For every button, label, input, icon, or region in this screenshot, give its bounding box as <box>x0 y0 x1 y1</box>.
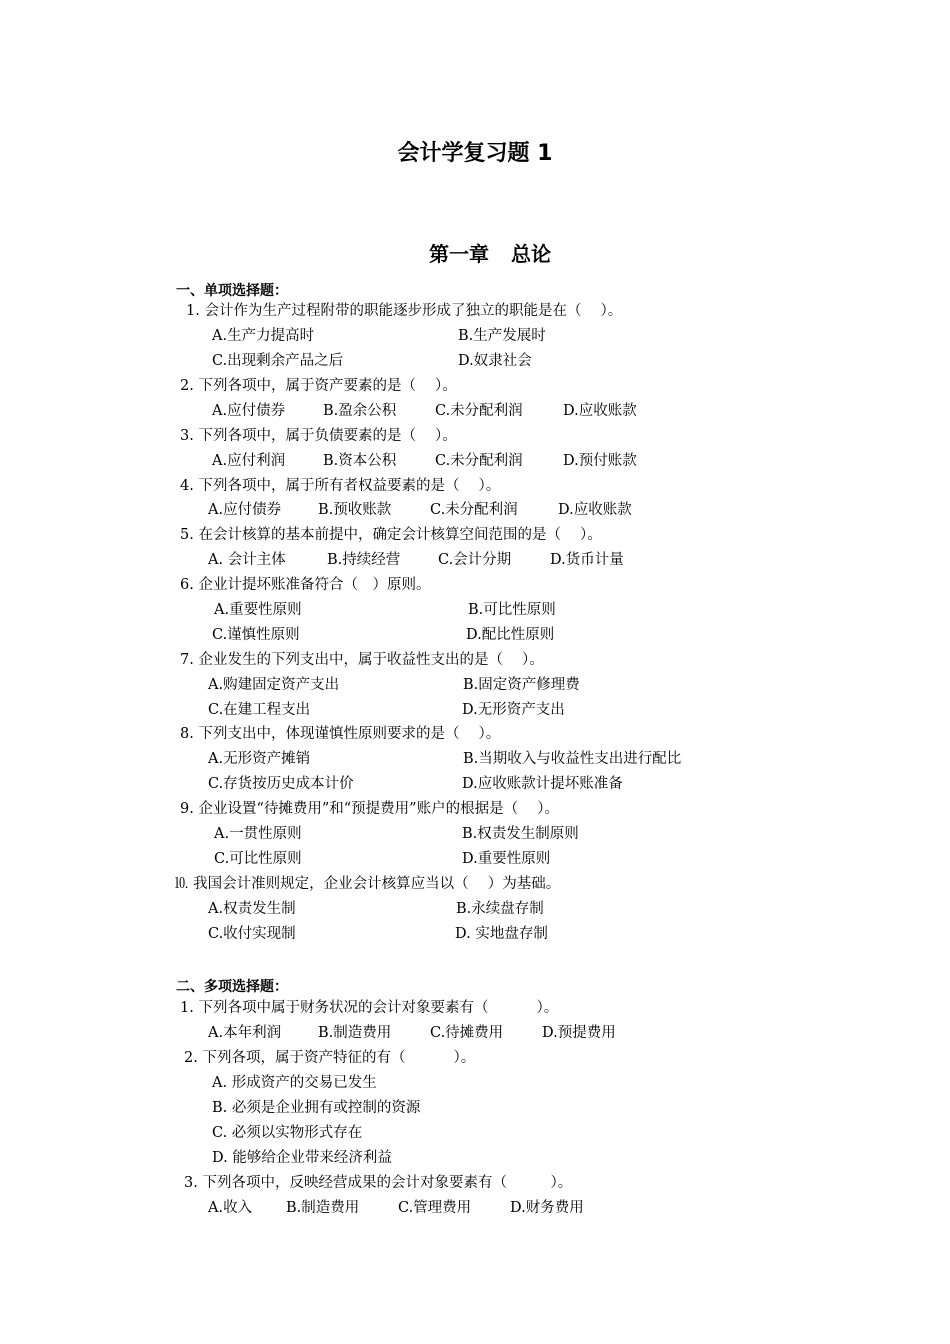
question-stem: 8. 下列支出中，体现谨慎性原则要求的是（ ）。 <box>180 726 501 742</box>
question-option: B.固定资产修理费 <box>463 677 580 693</box>
document-title: 会计学复习题 1 <box>397 141 553 166</box>
question-stem: 3. 下列各项中，属于负债要素的是（ ）。 <box>180 428 457 444</box>
question-option: C.存货按历史成本计价 <box>208 776 354 792</box>
question-option: A.收入 <box>208 1200 253 1216</box>
question-option: D. 实地盘存制 <box>455 926 548 942</box>
question-option: B.资本公积 <box>323 453 397 469</box>
question-option: A.本年利润 <box>208 1025 282 1041</box>
question-option: B.制造费用 <box>286 1200 360 1216</box>
question-option: A.购建固定资产支出 <box>208 677 340 693</box>
question-option: C.可比性原则 <box>214 851 302 867</box>
question-stem: 1. 会计作为生产过程附带的职能逐步形成了独立的职能是在（ ）。 <box>186 303 623 319</box>
question-option: B.盈余公积 <box>323 403 397 419</box>
question-option: D.无形资产支出 <box>462 702 565 718</box>
question-option: D.财务费用 <box>510 1200 584 1216</box>
question-option: A. 会计主体 <box>208 552 286 568</box>
question-option: A.无形资产摊销 <box>208 751 311 767</box>
question-stem: ⒑ 我国会计准则规定，企业会计核算应当以（ ）为基础。 <box>174 876 561 892</box>
question-option: B.生产发展时 <box>458 328 546 344</box>
question-stem: 6. 企业计提坏账准备符合（ ）原则。 <box>180 577 431 593</box>
question-option: A.一贯性原则 <box>214 826 302 842</box>
question-option: D.奴隶社会 <box>458 353 532 369</box>
question-option: B.可比性原则 <box>468 602 556 618</box>
question-option: C.未分配利润 <box>435 453 523 469</box>
question-option: A.应付债券 <box>212 403 286 419</box>
question-option: D.重要性原则 <box>462 851 551 867</box>
question-option: C.收付实现制 <box>208 926 296 942</box>
question-option: A.应付债券 <box>208 502 282 518</box>
question-stem: 4. 下列各项中，属于所有者权益要素的是（ ）。 <box>180 478 501 494</box>
question-option: D. 能够给企业带来经济利益 <box>212 1150 392 1166</box>
question-option: D.应收账款 <box>563 403 637 419</box>
question-stem: 3. 下列各项中，反映经营成果的会计对象要素有（ ）。 <box>184 1175 573 1191</box>
chapter-number: 第一章 <box>429 242 489 266</box>
question-option: D.预提费用 <box>542 1025 616 1041</box>
section-heading-single-choice: 一、单项选择题： <box>176 283 288 299</box>
question-stem: 2. 下列各项，属于资产特征的有（ ）。 <box>184 1050 476 1066</box>
question-stem: 7. 企业发生的下列支出中，属于收益性支出的是（ ）。 <box>180 652 544 668</box>
question-option: B.制造费用 <box>318 1025 392 1041</box>
question-option: B. 必须是企业拥有或控制的资源 <box>212 1100 421 1116</box>
question-option: B.权责发生制原则 <box>462 826 579 842</box>
question-option: A. 形成资产的交易已发生 <box>212 1075 377 1091</box>
question-option: D.货币计量 <box>550 552 624 568</box>
question-option: C.会计分期 <box>438 552 512 568</box>
question-option: B.持续经营 <box>327 552 401 568</box>
question-option: C.出现剩余产品之后 <box>212 353 344 369</box>
question-stem: 2. 下列各项中，属于资产要素的是（ ）。 <box>180 378 457 394</box>
question-stem: 1. 下列各项中属于财务状况的会计对象要素有（ ）。 <box>180 1000 559 1016</box>
question-option: B.当期收入与收益性支出进行配比 <box>463 751 682 767</box>
question-option: A.生产力提高时 <box>212 328 315 344</box>
question-option: C.谨慎性原则 <box>212 627 300 643</box>
chapter-heading <box>0 238 950 267</box>
question-option: C.待摊费用 <box>430 1025 504 1041</box>
question-option: C.在建工程支出 <box>208 702 311 718</box>
question-stem: 9. 企业设置“待摊费用”和“预提费用”账户的根据是（ ）。 <box>180 801 559 817</box>
question-option: C.管理费用 <box>398 1200 472 1216</box>
question-option: A.权责发生制 <box>208 901 296 917</box>
question-option: A.应付利润 <box>212 453 286 469</box>
question-option: A.重要性原则 <box>214 602 302 618</box>
chapter-name: 总论 <box>511 242 551 266</box>
question-stem: 5. 在会计核算的基本前提中，确定会计核算空间范围的是（ ）。 <box>180 527 602 543</box>
question-option: D.应收账款 <box>558 502 632 518</box>
question-option: D.预付账款 <box>563 453 637 469</box>
question-option: D.配比性原则 <box>466 627 555 643</box>
question-option: D.应收账款计提坏账准备 <box>462 776 623 792</box>
question-option: B.预收账款 <box>318 502 392 518</box>
question-option: C.未分配利润 <box>430 502 518 518</box>
question-option: C.未分配利润 <box>435 403 523 419</box>
section-heading-multiple-choice: 二、多项选择题： <box>176 979 288 995</box>
question-option: C. 必须以实物形式存在 <box>212 1125 363 1141</box>
question-option: B.永续盘存制 <box>456 901 544 917</box>
